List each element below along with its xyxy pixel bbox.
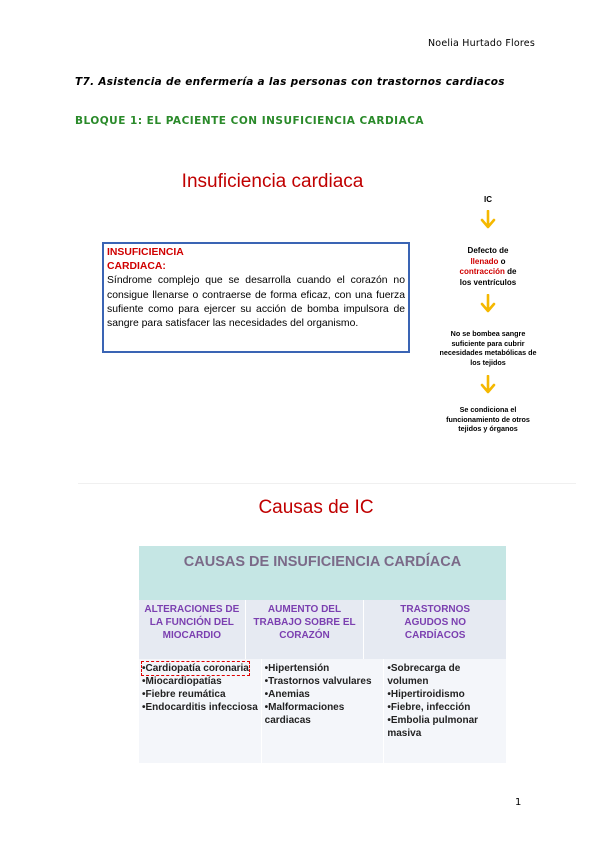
flow-o: o: [498, 256, 506, 266]
flow-step-defecto: [418, 246, 558, 288]
list-item: •Hipertensión: [264, 663, 330, 674]
list-item: •Trastornos valvulares: [264, 676, 372, 687]
causes-table: [139, 546, 506, 763]
page-number: 1: [515, 797, 522, 808]
divider: [78, 483, 576, 484]
list-item: •Malformaciones cardiacas: [264, 702, 345, 726]
course-title: T7. Asistencia de enfermería a las personas con trastornos cardiacos: [75, 76, 505, 88]
flow-contraccion: contracción: [459, 267, 505, 276]
down-arrow-icon: [480, 294, 496, 314]
definition-text: Síndrome complejo que se desarrolla cuando el corazón no consigue llenarse o contraerse de forma eficaz, con una fuerza sufiente como para ejercer su acción de bomba impulsora de sangre para satisfacer las necesidades del organismo.: [107, 275, 405, 330]
column-header-miocardio: ALTERACIONES DE LA FUNCIÓN DEL MIOCARDIO: [139, 600, 246, 659]
column-header-trabajo: AUMENTO DEL TRABAJO SOBRE EL CORAZÓN: [246, 600, 365, 659]
table-header: CAUSAS DE INSUFICIENCIA CARDÍACA: [139, 546, 506, 600]
flow-de: de: [504, 267, 517, 276]
list-item: •Anemias: [264, 689, 310, 700]
table-body: [139, 659, 506, 763]
column-header-agudos: TRASTORNOS AGUDOS NO CARDÍACOS: [400, 604, 471, 641]
slide-title-insuficiencia: Insuficiencia cardiaca: [181, 171, 364, 192]
table-column-headers: [139, 600, 506, 659]
highlighted-cause: •Cardiopatía coronaria: [142, 663, 249, 674]
section-title: BLOQUE 1: EL PACIENTE CON INSUFICIENCIA CARDIACA: [75, 115, 425, 127]
flow-step-ic: IC: [484, 195, 492, 204]
flow-step-condiciona: Se condiciona el funcionamiento de otros tejidos y órganos: [446, 405, 530, 433]
definition-term: INSUFICIENCIA CARDIACA:: [107, 247, 184, 273]
table-cell-agudos: [384, 659, 506, 763]
list-item: •Endocarditis infecciosa: [142, 702, 258, 713]
down-arrow-icon: [480, 210, 496, 230]
list-item: •Sobrecarga de volumen: [387, 663, 461, 687]
flow-llenado: llenado: [470, 256, 499, 266]
down-arrow-icon: [480, 375, 496, 395]
definition-box: [102, 242, 410, 353]
list-item: •Miocardiopatías: [142, 676, 222, 687]
list-item: •Embolia pulmonar masiva: [387, 715, 479, 739]
flow-step-bombeo: No se bombea sangre suficiente para cubrir necesidades metabólicas de los tejidos: [439, 329, 537, 367]
author-name: Noelia Hurtado Flores: [428, 38, 535, 49]
list-item: •Hipertiroidismo: [387, 689, 465, 700]
list-item: •Fiebre reumática: [142, 689, 226, 700]
list-item: •Fiebre, infección: [387, 702, 471, 713]
table-cell-trabajo: [262, 659, 385, 763]
table-cell-miocardio: [139, 659, 262, 763]
flow-ventriculos: los ventrículos: [459, 277, 517, 287]
slide-title-causas: Causas de IC: [258, 497, 374, 518]
flow-step-defecto-line1: Defecto de: [467, 246, 509, 255]
